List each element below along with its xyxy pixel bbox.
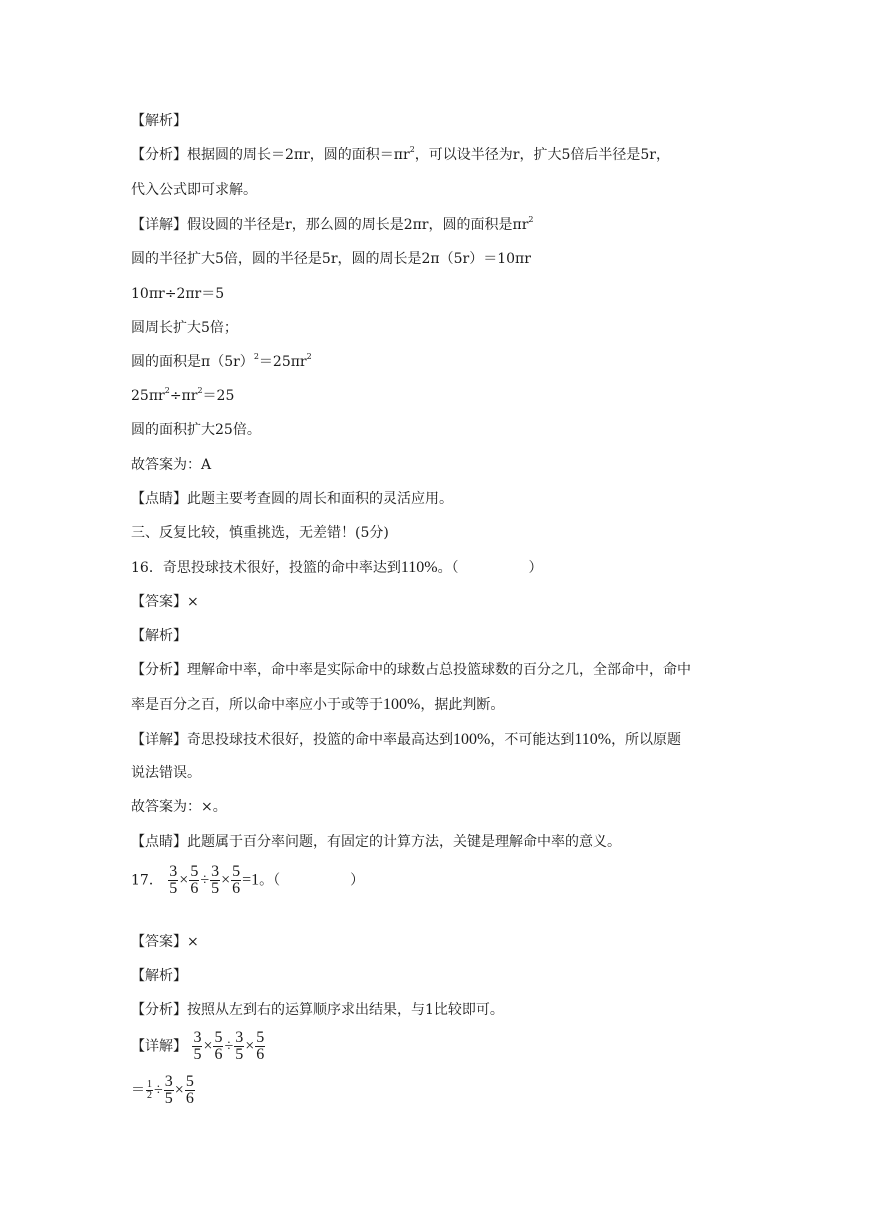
numerator: 3 [193, 1029, 202, 1046]
denominator: 5 [235, 1046, 244, 1063]
detail-line [131, 352, 312, 370]
heading-analysis: 【解析】 [131, 113, 187, 129]
fraction [192, 1030, 202, 1063]
superscript: 2 [253, 352, 259, 361]
question-17 [131, 864, 364, 897]
numerator: 5 [185, 1073, 194, 1090]
numerator: 5 [256, 1029, 265, 1046]
question-number: 17． [131, 872, 163, 889]
denominator: 5 [164, 1090, 173, 1107]
text: 。（ ） [259, 872, 365, 889]
analysis-16-line [131, 697, 504, 713]
percent-value: 100% [383, 696, 421, 713]
denominator: 6 [256, 1046, 265, 1063]
fraction [234, 1030, 244, 1063]
fraction [210, 864, 220, 897]
times-sign: × [203, 1037, 213, 1055]
detail-16-line: 说法错误。 [131, 765, 201, 781]
fraction [213, 1030, 223, 1063]
numerator: 3 [211, 863, 220, 880]
answer-17: 【答案】× [131, 934, 199, 950]
text: 。（ ） [437, 560, 543, 576]
denominator: 6 [190, 880, 199, 897]
text: 圆的面积是π（5r） [131, 354, 254, 370]
result-value: 1 [251, 871, 260, 889]
comment-16: 【点睛】此题属于百分率问题，有固定的计算方法，关键是理解命中率的意义。 [131, 834, 621, 850]
divide-sign: ÷ [224, 1037, 234, 1055]
text: 【分析】根据圆的周长＝2πr，圆的面积＝πr [131, 147, 410, 163]
text: ＝25 [202, 388, 235, 404]
detail-line: 10πr÷2πr＝5 [131, 286, 225, 302]
analysis-16-line: 【分析】理解命中率，命中率是实际命中的球数占总投篮球数的百分之几，全部命中，命中 [131, 662, 691, 678]
numerator: 3 [235, 1029, 244, 1046]
fraction [231, 864, 241, 897]
analysis-line [131, 145, 670, 163]
answer-16-final: 故答案为：×。 [131, 799, 227, 815]
superscript: 2 [528, 215, 534, 224]
heading-analysis-17: 【解析】 [131, 968, 187, 984]
analysis-line: 代入公式即可求解。 [131, 182, 257, 198]
fraction [255, 1030, 265, 1063]
times-sign: × [221, 871, 231, 889]
divide-sign: ÷ [200, 871, 210, 889]
detail-17-line [131, 1030, 266, 1063]
numerator: 5 [190, 863, 199, 880]
text: ，所以原题 [611, 732, 682, 748]
comment-line: 【点睛】此题主要考查圆的周长和面积的灵活应用。 [131, 491, 453, 507]
times-sign: × [245, 1037, 255, 1055]
percent-value: 110% [400, 559, 438, 576]
detail-line [131, 386, 235, 404]
numerator: 1 [147, 1079, 152, 1090]
numerator: 3 [164, 1073, 173, 1090]
times-sign: × [179, 871, 189, 889]
text: 率是百分之百，所以命中率应小于或等于 [131, 697, 383, 713]
text: ，可以设半径为r，扩大5倍后半径是5r， [414, 147, 670, 163]
denominator: 5 [169, 880, 178, 897]
percent-value: 100% [453, 731, 491, 748]
fraction [164, 1074, 174, 1107]
text: ÷πr [169, 388, 198, 404]
detail-line [131, 215, 534, 233]
analysis-17: 【分析】按照从左到右的运算顺序求出结果，与1比较即可。 [131, 1002, 504, 1018]
text: 【详解】奇思投球技术很好，投篮的命中率最高达到 [131, 732, 453, 748]
text: 【详解】 [131, 1038, 187, 1055]
superscript: 2 [409, 145, 415, 154]
percent-value: 110% [574, 731, 612, 748]
text: 16．奇思投球技术很好，投篮的命中率达到 [131, 560, 401, 576]
heading-analysis-16: 【解析】 [131, 628, 187, 644]
text: ，据此判断。 [420, 697, 505, 713]
question-16 [131, 560, 543, 576]
divide-sign: ÷ [154, 1081, 163, 1099]
answer-16: 【答案】× [131, 594, 199, 610]
superscript: 2 [306, 352, 312, 361]
equals-sign: = [242, 871, 252, 889]
superscript: 2 [164, 386, 170, 395]
equals-sign: ＝ [131, 1082, 145, 1099]
numerator: 5 [232, 863, 241, 880]
denominator: 2 [147, 1090, 152, 1101]
numerator: 5 [214, 1029, 223, 1046]
text: ＝25πr [258, 354, 307, 370]
detail-line: 圆周长扩大5倍； [131, 320, 238, 336]
fraction [168, 864, 178, 897]
denominator: 5 [211, 880, 220, 897]
detail-17-line [131, 1074, 196, 1107]
section-heading: 三、反复比较，慎重挑选，无差错！(5分) [131, 525, 389, 541]
denominator: 6 [214, 1046, 223, 1063]
answer-line: 故答案为：A [131, 457, 212, 473]
detail-16-line [131, 732, 681, 748]
denominator: 6 [185, 1090, 194, 1107]
numerator: 3 [169, 863, 178, 880]
text: 25πr [131, 388, 165, 404]
superscript: 2 [197, 386, 203, 395]
fraction [185, 1074, 195, 1107]
text: 【详解】假设圆的半径是r，那么圆的周长是2πr，圆的面积是πr [131, 217, 529, 233]
detail-line: 圆的面积扩大25倍。 [131, 422, 261, 438]
fraction-small [146, 1080, 153, 1101]
times-sign: × [174, 1081, 184, 1099]
detail-line: 圆的半径扩大5倍，圆的半径是5r，圆的周长是2π（5r）＝10πr [131, 251, 531, 267]
denominator: 6 [232, 880, 241, 897]
text: ，不可能达到 [490, 732, 575, 748]
fraction [189, 864, 199, 897]
denominator: 5 [193, 1046, 202, 1063]
